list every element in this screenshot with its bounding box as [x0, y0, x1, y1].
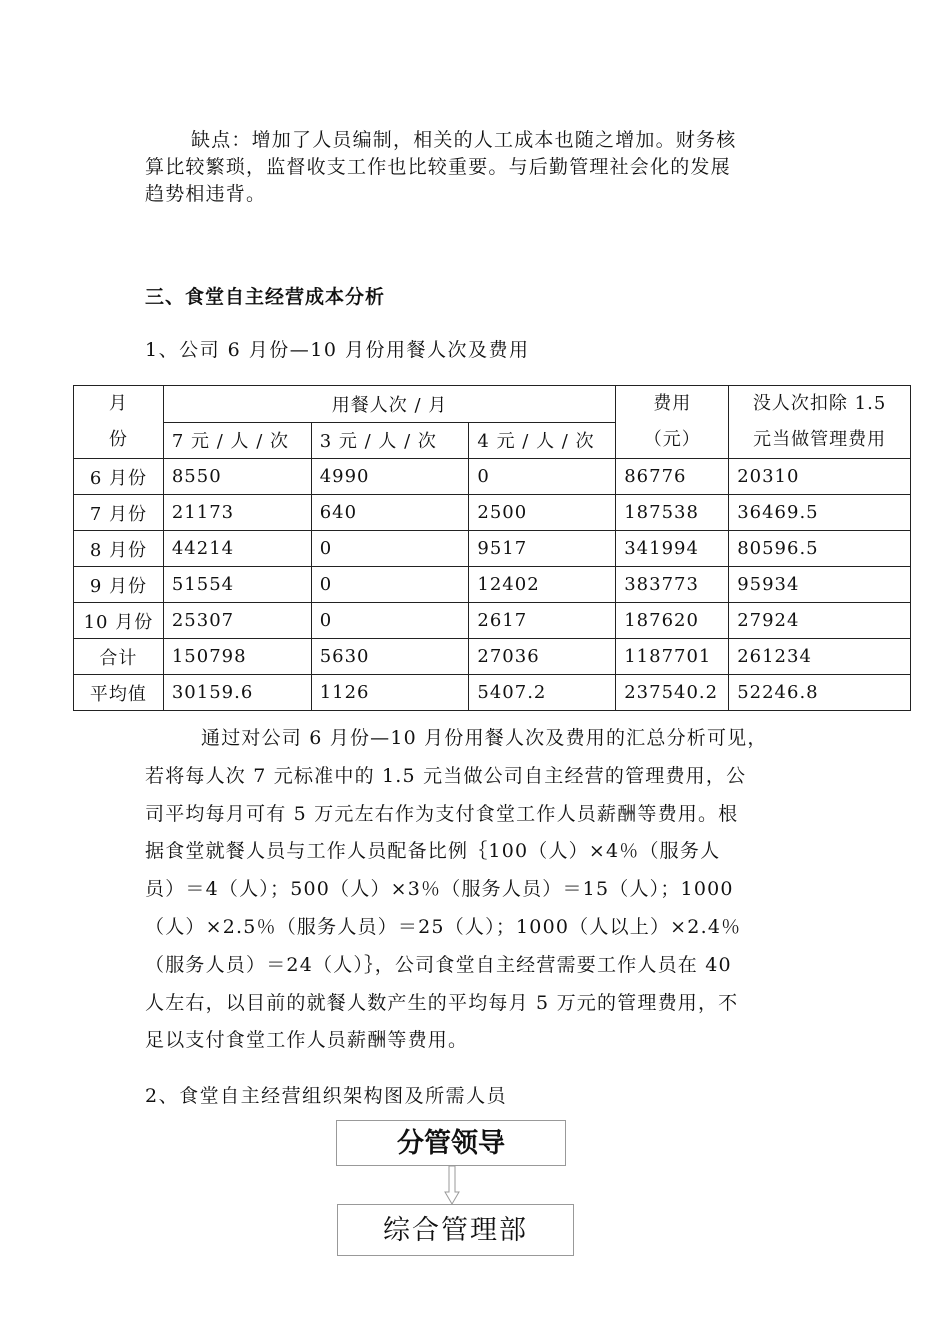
org-node-supervising-leader: 分管领导	[336, 1120, 566, 1166]
cell-deduct: 52246.8	[729, 675, 911, 711]
cell-r4: 0	[469, 459, 616, 495]
table-row	[74, 459, 911, 495]
header-rate-7: 7 元 / 人 / 次	[163, 422, 311, 459]
cell-r4: 5407.2	[469, 675, 616, 711]
cell-r4: 12402	[469, 567, 616, 603]
cell-r3: 0	[311, 603, 469, 639]
subsection-title: 1、公司 6 月份—10 月份用餐人次及费用	[145, 339, 530, 361]
cell-month: 6 月份	[74, 459, 164, 495]
cell-r3: 1126	[311, 675, 469, 711]
cell-r3: 640	[311, 495, 469, 531]
cell-r4: 2500	[469, 495, 616, 531]
cell-r7: 21173	[163, 495, 311, 531]
text-line: 司平均每月可有 5 万元左右作为支付食堂工作人员薪酬等费用。根	[145, 802, 739, 825]
text-line: 据食堂就餐人员与工作人员配备比例｛100（人）×4％（服务人	[145, 840, 721, 863]
text-line	[145, 720, 805, 758]
cell-r4: 27036	[469, 639, 616, 675]
cell-month: 8 月份	[74, 531, 164, 567]
cell-deduct: 20310	[729, 459, 911, 495]
cell-month: 10 月份	[74, 603, 164, 639]
header-fee	[616, 386, 729, 459]
cell-r4: 9517	[469, 531, 616, 567]
table-row	[74, 495, 911, 531]
text-span: 通过对公司 6 月份—10 月份用餐人次及费用的汇总分析可见，	[201, 727, 768, 749]
cell-fee: 341994	[616, 531, 729, 567]
text-line: 员）＝4（人）；500（人）×3％（服务人员）＝15（人）；1000	[145, 878, 734, 901]
text-line: 人左右，以目前的就餐人数产生的平均每月 5 万元的管理费用，不	[145, 991, 739, 1014]
cell-deduct: 95934	[729, 567, 911, 603]
text-line: 趋势相违背。	[145, 183, 267, 205]
down-arrow-icon	[444, 1166, 460, 1206]
header-text: 费用	[653, 393, 692, 414]
cell-deduct: 36469.5	[729, 495, 911, 531]
cell-month: 7 月份	[74, 495, 164, 531]
cell-deduct: 261234	[729, 639, 911, 675]
header-text: 份	[108, 429, 128, 450]
text-line: （服务人员）＝24（人）｝，公司食堂自主经营需要工作人员在 40	[145, 953, 732, 976]
analysis-paragraph	[145, 720, 805, 1060]
cell-deduct: 80596.5	[729, 531, 911, 567]
header-rate-3: 3 元 / 人 / 次	[311, 422, 469, 459]
text-span: 缺点：增加了人员编制，相关的人工成本也随之增加。财务核	[191, 129, 737, 151]
section-heading: 三、食堂自主经营成本分析	[145, 286, 386, 308]
cell-fee: 187620	[616, 603, 729, 639]
cell-deduct: 27924	[729, 603, 911, 639]
cell-fee: 187538	[616, 495, 729, 531]
cell-r7: 25307	[163, 603, 311, 639]
drawbacks-paragraph	[145, 127, 805, 208]
header-text: 没人次扣除 1.5	[752, 393, 887, 414]
header-deduct	[729, 386, 911, 459]
cell-fee: 237540.2	[616, 675, 729, 711]
table-row	[74, 603, 911, 639]
text-line	[145, 127, 805, 154]
cell-r7: 30159.6	[163, 675, 311, 711]
table-row	[74, 567, 911, 603]
subsection-title-2: 2、食堂自主经营组织架构图及所需人员	[145, 1085, 508, 1107]
cell-r7: 51554	[163, 567, 311, 603]
cell-r3: 4990	[311, 459, 469, 495]
cell-fee: 1187701	[616, 639, 729, 675]
cell-fee: 86776	[616, 459, 729, 495]
cell-r7: 44214	[163, 531, 311, 567]
header-text: 元当做管理费用	[753, 429, 887, 450]
org-node-general-management: 综合管理部	[337, 1204, 574, 1256]
meals-cost-table	[73, 385, 911, 711]
header-meals: 用餐人次 / 月	[163, 386, 615, 423]
cell-r7: 8550	[163, 459, 311, 495]
cell-fee: 383773	[616, 567, 729, 603]
header-month	[74, 386, 164, 459]
cell-r4: 2617	[469, 603, 616, 639]
cell-r3: 0	[311, 567, 469, 603]
cell-month: 9 月份	[74, 567, 164, 603]
cell-r7: 150798	[163, 639, 311, 675]
cell-month: 平均值	[74, 675, 164, 711]
header-text: （元）	[643, 429, 701, 450]
table-row	[74, 531, 911, 567]
cell-month: 合计	[74, 639, 164, 675]
table-row	[74, 639, 911, 675]
table-row	[74, 675, 911, 711]
header-text: 月	[108, 393, 128, 414]
text-line: 算比较繁琐，监督收支工作也比较重要。与后勤管理社会化的发展	[145, 156, 731, 178]
cell-r3: 5630	[311, 639, 469, 675]
text-line: 若将每人次 7 元标准中的 1.5 元当做公司自主经营的管理费用，公	[145, 764, 747, 787]
text-line: 足以支付食堂工作人员薪酬等费用。	[145, 1029, 469, 1052]
cell-r3: 0	[311, 531, 469, 567]
text-line: （人）×2.5％（服务人员）＝25（人）；1000（人以上）×2.4％	[145, 915, 742, 938]
header-rate-4: 4 元 / 人 / 次	[469, 422, 616, 459]
